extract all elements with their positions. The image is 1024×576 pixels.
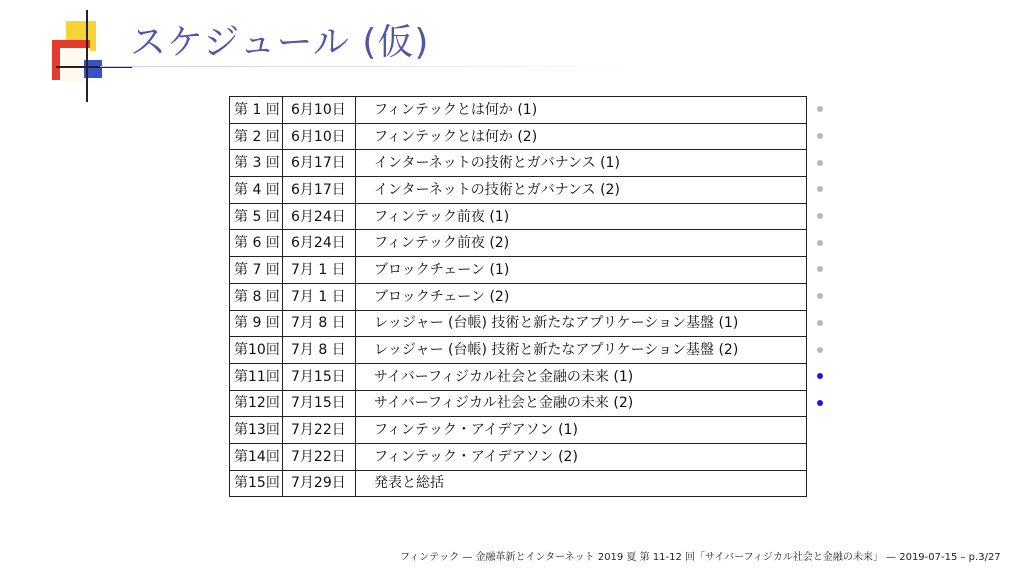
table-row <box>230 123 807 150</box>
session-date-cell: 7月22日 <box>283 417 356 444</box>
session-topic-cell: フィンテック・アイデアソン (2) <box>356 443 807 470</box>
session-topic-cell: インターネットの技術とガバナンス (2) <box>356 177 807 204</box>
session-date-cell: 6月24日 <box>283 230 356 257</box>
session-number-cell: 第 1 回 <box>230 97 283 124</box>
session-topic-cell: フィンテック前夜 (1) <box>356 203 807 230</box>
session-topic-cell: フィンテックとは何か (1) <box>356 97 807 124</box>
bullet-dot-icon <box>810 229 830 256</box>
table-row <box>230 257 807 284</box>
table-row <box>230 203 807 230</box>
session-number-cell: 第 4 回 <box>230 177 283 204</box>
session-date-cell: 7月15日 <box>283 363 356 390</box>
bullet-dot-icon <box>810 283 830 310</box>
session-date-cell: 7月29日 <box>283 470 356 497</box>
session-number-cell: 第 8 回 <box>230 283 283 310</box>
session-topic-cell: フィンテック・アイデアソン (1) <box>356 417 807 444</box>
session-topic-cell: インターネットの技術とガバナンス (1) <box>356 150 807 177</box>
table-row <box>230 337 807 364</box>
title-underline <box>100 66 660 67</box>
session-number-cell: 第 2 回 <box>230 123 283 150</box>
bullet-dot-icon <box>810 256 830 283</box>
logo-vertical-line <box>86 10 88 102</box>
table-row <box>230 470 807 497</box>
table-row <box>230 230 807 257</box>
session-topic-cell: サイバーフィジカル社会と金融の未来 (1) <box>356 363 807 390</box>
session-date-cell: 6月17日 <box>283 150 356 177</box>
session-number-cell: 第 9 回 <box>230 310 283 337</box>
session-date-cell: 6月17日 <box>283 177 356 204</box>
table-row <box>230 417 807 444</box>
logo-squares-icon <box>52 10 132 110</box>
bullet-dot-icon <box>810 176 830 203</box>
session-date-cell: 7月 8 日 <box>283 337 356 364</box>
session-date-cell: 7月 8 日 <box>283 310 356 337</box>
schedule-table <box>229 96 807 497</box>
table-row <box>230 390 807 417</box>
bullet-dot-icon <box>810 123 830 150</box>
session-date-cell: 7月 1 日 <box>283 283 356 310</box>
session-date-cell: 7月 1 日 <box>283 257 356 284</box>
table-row <box>230 283 807 310</box>
bullet-dot-icon <box>810 310 830 337</box>
session-topic-cell: レッジャー (台帳) 技術と新たなアプリケーション基盤 (2) <box>356 337 807 364</box>
table-row <box>230 363 807 390</box>
session-date-cell: 7月15日 <box>283 390 356 417</box>
table-row <box>230 150 807 177</box>
bullet-dot-icon <box>810 336 830 363</box>
session-number-cell: 第10回 <box>230 337 283 364</box>
session-date-cell: 6月10日 <box>283 123 356 150</box>
bullet-dot-icon <box>810 363 830 390</box>
table-row <box>230 177 807 204</box>
session-topic-cell: フィンテックとは何か (2) <box>356 123 807 150</box>
session-topic-cell: サイバーフィジカル社会と金融の未来 (2) <box>356 390 807 417</box>
bullet-dot-icon <box>810 96 830 123</box>
session-topic-cell: ブロックチェーン (2) <box>356 283 807 310</box>
session-number-cell: 第11回 <box>230 363 283 390</box>
session-number-cell: 第14回 <box>230 443 283 470</box>
table-row <box>230 97 807 124</box>
session-number-cell: 第 5 回 <box>230 203 283 230</box>
session-number-cell: 第 6 回 <box>230 230 283 257</box>
schedule-table-body <box>230 97 807 497</box>
slide-footer: フィンテック — 金融革新とインターネット 2019 夏 第 11-12 回「サイバーフィジカル社会と金融の未来」 — 2019-07-15 – p.3/27 <box>400 552 1001 563</box>
session-number-cell: 第 3 回 <box>230 150 283 177</box>
session-number-cell: 第 7 回 <box>230 257 283 284</box>
session-topic-cell: 発表と総括 <box>356 470 807 497</box>
table-row <box>230 443 807 470</box>
session-number-cell: 第13回 <box>230 417 283 444</box>
session-date-cell: 6月24日 <box>283 203 356 230</box>
session-number-cell: 第15回 <box>230 470 283 497</box>
session-number-cell: 第12回 <box>230 390 283 417</box>
table-row <box>230 310 807 337</box>
session-date-cell: 6月10日 <box>283 97 356 124</box>
session-date-cell: 7月22日 <box>283 443 356 470</box>
navigation-bullets <box>810 96 830 416</box>
bullet-dot-icon <box>810 390 830 417</box>
session-topic-cell: フィンテック前夜 (2) <box>356 230 807 257</box>
bullet-dot-icon <box>810 149 830 176</box>
slide-title: スケジュール (仮) <box>130 22 430 63</box>
session-topic-cell: レッジャー (台帳) 技術と新たなアプリケーション基盤 (1) <box>356 310 807 337</box>
session-topic-cell: ブロックチェーン (1) <box>356 257 807 284</box>
bullet-dot-icon <box>810 203 830 230</box>
